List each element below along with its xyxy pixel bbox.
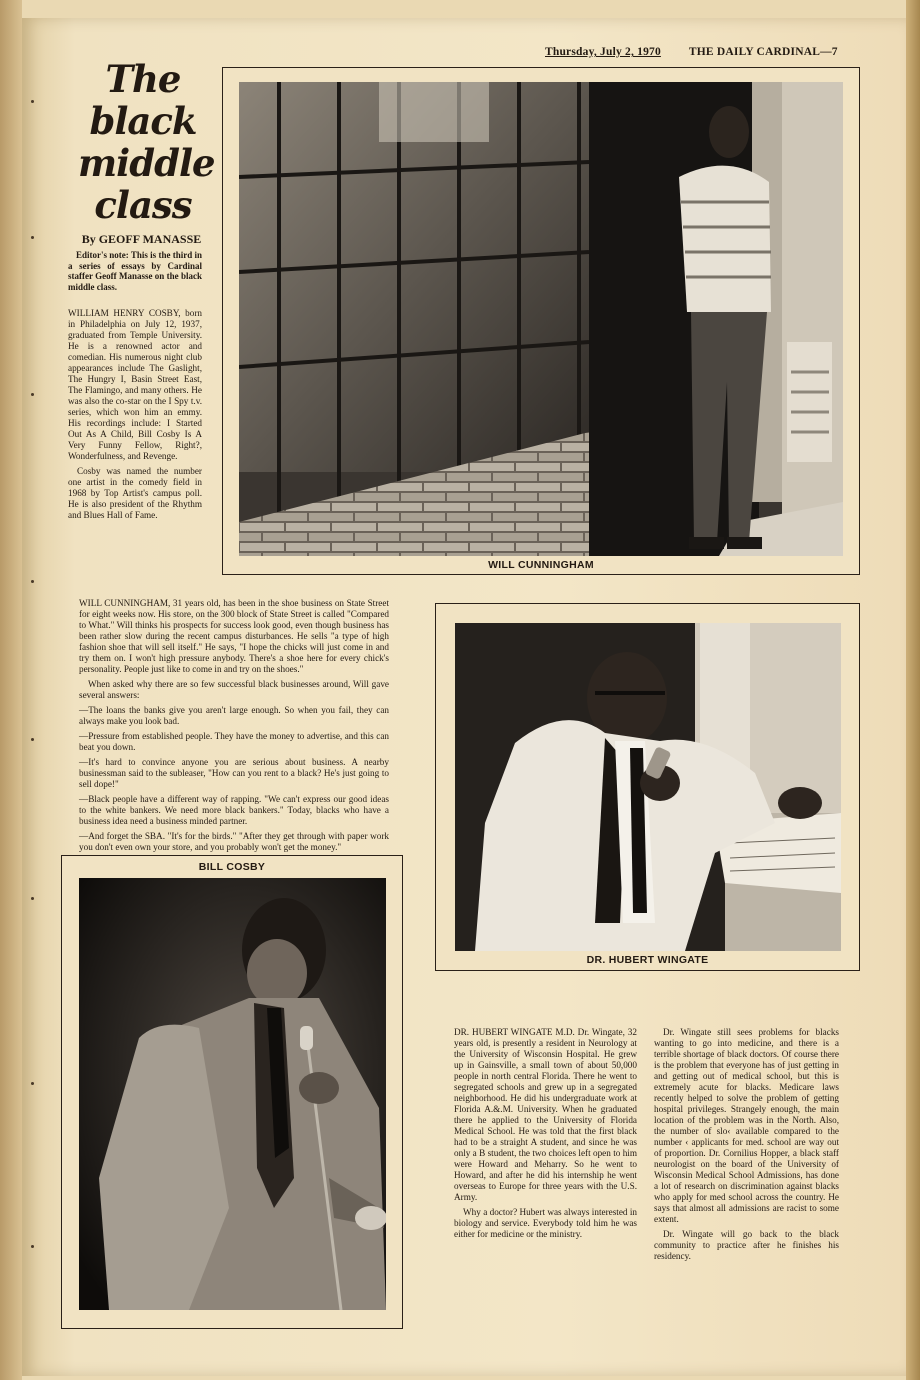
paper-name: THE DAILY CARDINAL—7 — [688, 46, 838, 58]
binding-hole — [31, 100, 34, 103]
paragraph: —And forget the SBA. "It's for the birds." "After they get through with paper work you don't even own your store, and you probably won't get the money." — [79, 831, 389, 852]
paragraph: —Pressure from established people. They have the money to advertise, and this can beat you down. — [79, 731, 389, 752]
caption-wingate: DR. HUBERT WINGATE — [586, 954, 709, 966]
page-header — [545, 46, 838, 58]
editors-note: Editor's note: This is the third in a series of essays by Cardinal staffer Geoff Manasse on the black middle class. — [68, 250, 202, 292]
paragraph: Dr. Wingate will go back to the black community to practice after he finishes his residency. — [654, 1229, 839, 1261]
cosby-photo — [79, 878, 386, 1310]
binding-edge — [0, 0, 22, 1380]
headline-line: middle — [78, 141, 215, 185]
cosby-photo-frame — [61, 855, 403, 1329]
caption-cunningham: WILL CUNNINGHAM — [488, 559, 594, 571]
wingate-story-col2 — [654, 1027, 839, 1266]
headline — [78, 57, 215, 227]
paragraph: WILLIAM HENRY COSBY, born in Philadelphia on July 12, 1937, graduated from Temple University. He is a renowned actor and comedian. His numerous night club appearances include The Gaslight, The Hungry I, Basin Street East, The Flamingo, and many others. He was also the co-star on the I Spy t.v. series, which won him an emmy. His recordings include: I Started Out As A Child, Bill Cosby Is A Very Funny Fellow, Right?, Wonderfulness, and Revenge. — [68, 308, 202, 461]
paragraph: —Black people have a different way of rapping. "We can't express our good ideas to the white bankers. We need more black bankers." Today, blacks who have a business idea need a business minded partner. — [79, 794, 389, 826]
cosby-story — [68, 308, 202, 525]
page-edge — [906, 0, 920, 1380]
caption-cosby: BILL COSBY — [198, 861, 266, 873]
paragraph: Cosby was named the number one artist in the comedy field in 1968 by Top Artist's campus poll. He is also president of the Rhythm and Blues Hall of Fame. — [68, 466, 202, 520]
wingate-story-col1 — [454, 1027, 637, 1244]
headline-line: The — [105, 57, 181, 101]
binding-hole — [31, 236, 34, 239]
cunningham-photo — [239, 82, 843, 556]
binding-hole — [31, 1082, 34, 1085]
byline: By GEOFF MANASSE — [81, 232, 202, 246]
paragraph: —The loans the banks give you aren't large enough. So when you fail, they can always make you look bad. — [79, 705, 389, 726]
binding-hole — [31, 738, 34, 741]
wingate-photo — [455, 623, 841, 951]
binding-hole — [31, 897, 34, 900]
paragraph: When asked why there are so few successful black businesses around, Will gave several answers: — [79, 679, 389, 700]
paragraph: Why a doctor? Hubert was always interested in biology and service. Everybody told him he was either for medicine or the ministry. — [454, 1207, 637, 1239]
paragraph: DR. HUBERT WINGATE M.D. Dr. Wingate, 32 years old, is presently a resident in Neurology at the University of Wisconsin Hospital. He grew up in Gainsville, a small town of about 50,000 people in north central Florida. There he went to segregated schools and grew up in a segregated neighborhood. He did his undergraduate work at Florida A.&.M. University. When he graduated there he applied to the University of Florida Medical School. He was told that the first black had to be a straight A student, and since he was only a B student, the two choices left open to him were Howard and Meharry. So he went to Howard, and after he did his internship he went overseas to Europe for three years with the U.S. Army. — [454, 1027, 637, 1202]
headline-line: class — [94, 183, 192, 227]
issue-date: Thursday, July 2, 1970 — [545, 46, 661, 58]
binding-hole — [31, 1245, 34, 1248]
binding-hole — [31, 393, 34, 396]
paragraph: —It's hard to convince anyone you are serious about business. A nearby businessman said to the subleaser, "How can you rent to a black? He's just going to sell dope!" — [79, 757, 389, 789]
paragraph: Dr. Wingate still sees problems for blacks wanting to go into medicine, and there is a terrible shortage of black doctors. Of course there is the problem that everyone has of just getting in and getting out of medical school, but this is extremely acute for blacks. Medicare laws recently helped to solve the problem of getting hospital privileges. Strangely enough, the main location of the problem was in the North. Also, the number of slo‹ available compared to the number ‹ applicants for med. school are way out of proportion. Dr. Cornilius Hopper, a black staff neurologist on the board of the University of Wisconsin Medical School Admissions, has done a lot of research on discrimination against blacks who apply for med school across the country. He says that almost all admissions are racist to some extent. — [654, 1027, 839, 1224]
wingate-photo-frame — [435, 603, 860, 971]
headline-line: black — [89, 99, 197, 143]
binding-hole — [31, 580, 34, 583]
cunningham-photo-frame — [222, 67, 860, 575]
cunningham-story — [79, 598, 389, 857]
paragraph: WILL CUNNINGHAM, 31 years old, has been in the shoe business on State Street for eight weeks now. His store, on the 300 block of State Street is called "Compared to What." Will thinks his prospects for success look good, even though business has been rather slow during the recent campus disturbances. He sells "a type of high fashion shoe that will sell itself." He says, "I hope the chicks will just come in and try them on. I won't high pressure anybody. There's a shoe here for every chick's personality. People just like to come in and try on the shoes." — [79, 598, 389, 674]
